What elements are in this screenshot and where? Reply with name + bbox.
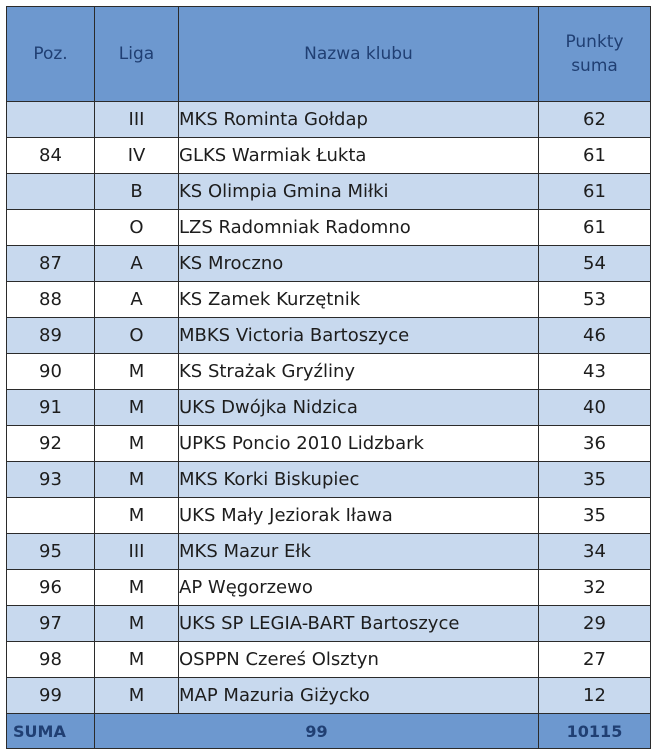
table-row [7, 318, 651, 354]
cell-punkty: 62 [539, 102, 651, 138]
cell-poz: 91 [7, 390, 95, 426]
cell-poz: 89 [7, 318, 95, 354]
header-nazwa-klubu: Nazwa klubu [179, 7, 539, 102]
cell-nazwa-klubu: MKS Mazur Ełk [179, 534, 539, 570]
cell-nazwa-klubu: UPKS Poncio 2010 Lidzbark [179, 426, 539, 462]
cell-liga: M [95, 390, 179, 426]
table-row [7, 246, 651, 282]
header-liga: Liga [95, 7, 179, 102]
table-row [7, 606, 651, 642]
cell-punkty: 27 [539, 642, 651, 678]
cell-nazwa-klubu: KS Zamek Kurzętnik [179, 282, 539, 318]
cell-poz: 95 [7, 534, 95, 570]
cell-punkty: 29 [539, 606, 651, 642]
cell-liga: A [95, 246, 179, 282]
table-row [7, 138, 651, 174]
table-row [7, 210, 651, 246]
cell-liga: B [95, 174, 179, 210]
cell-poz [7, 210, 95, 246]
cell-nazwa-klubu: MAP Mazuria Giżycko [179, 678, 539, 714]
cell-nazwa-klubu: LZS Radomniak Radomno [179, 210, 539, 246]
header-punkty-line2: suma [571, 56, 618, 76]
header-punkty-line1: Punkty [565, 32, 624, 52]
cell-liga: M [95, 606, 179, 642]
cell-punkty: 61 [539, 138, 651, 174]
cell-poz [7, 174, 95, 210]
ranking-sheet [6, 6, 650, 744]
cell-nazwa-klubu: AP Węgorzewo [179, 570, 539, 606]
cell-nazwa-klubu: MBKS Victoria Bartoszyce [179, 318, 539, 354]
cell-punkty: 43 [539, 354, 651, 390]
cell-punkty: 35 [539, 462, 651, 498]
table-row [7, 282, 651, 318]
suma-label: SUMA [7, 714, 95, 749]
suma-count: 99 [95, 714, 539, 749]
cell-punkty: 46 [539, 318, 651, 354]
cell-liga: O [95, 210, 179, 246]
cell-nazwa-klubu: UKS Mały Jeziorak Iława [179, 498, 539, 534]
cell-nazwa-klubu: KS Olimpia Gmina Miłki [179, 174, 539, 210]
table-row [7, 498, 651, 534]
table-row [7, 102, 651, 138]
table-row [7, 678, 651, 714]
cell-liga: M [95, 642, 179, 678]
table-row [7, 570, 651, 606]
header-row [7, 7, 651, 102]
header-punkty-suma [539, 7, 651, 102]
table-row [7, 174, 651, 210]
cell-nazwa-klubu: GLKS Warmiak Łukta [179, 138, 539, 174]
cell-punkty: 36 [539, 426, 651, 462]
cell-punkty: 54 [539, 246, 651, 282]
cell-punkty: 61 [539, 210, 651, 246]
cell-punkty: 32 [539, 570, 651, 606]
cell-liga: III [95, 534, 179, 570]
cell-nazwa-klubu: MKS Korki Biskupiec [179, 462, 539, 498]
suma-row [7, 714, 651, 749]
cell-liga: IV [95, 138, 179, 174]
cell-punkty: 61 [539, 174, 651, 210]
cell-punkty: 12 [539, 678, 651, 714]
cell-liga: M [95, 426, 179, 462]
cell-liga: O [95, 318, 179, 354]
cell-liga: M [95, 498, 179, 534]
table-row [7, 390, 651, 426]
cell-poz: 92 [7, 426, 95, 462]
cell-liga: M [95, 462, 179, 498]
table-body [7, 102, 651, 714]
ranking-table [6, 6, 651, 749]
cell-punkty: 35 [539, 498, 651, 534]
cell-liga: M [95, 678, 179, 714]
cell-punkty: 40 [539, 390, 651, 426]
cell-poz: 99 [7, 678, 95, 714]
cell-liga: M [95, 570, 179, 606]
cell-poz: 87 [7, 246, 95, 282]
cell-poz: 98 [7, 642, 95, 678]
table-row [7, 462, 651, 498]
cell-nazwa-klubu: KS Mroczno [179, 246, 539, 282]
table-header [7, 7, 651, 102]
cell-nazwa-klubu: UKS SP LEGIA-BART Bartoszyce [179, 606, 539, 642]
cell-poz: 97 [7, 606, 95, 642]
cell-nazwa-klubu: UKS Dwójka Nidzica [179, 390, 539, 426]
cell-nazwa-klubu: OSPPN Czereś Olsztyn [179, 642, 539, 678]
table-footer [7, 714, 651, 749]
cell-poz: 96 [7, 570, 95, 606]
cell-nazwa-klubu: MKS Rominta Gołdap [179, 102, 539, 138]
cell-liga: A [95, 282, 179, 318]
cell-poz: 88 [7, 282, 95, 318]
cell-nazwa-klubu: KS Strażak Gryźliny [179, 354, 539, 390]
suma-total: 10115 [539, 714, 651, 749]
cell-poz: 90 [7, 354, 95, 390]
cell-poz [7, 102, 95, 138]
table-row [7, 534, 651, 570]
cell-punkty: 53 [539, 282, 651, 318]
table-row [7, 354, 651, 390]
cell-poz [7, 498, 95, 534]
cell-punkty: 34 [539, 534, 651, 570]
cell-poz: 84 [7, 138, 95, 174]
table-row [7, 642, 651, 678]
cell-poz: 93 [7, 462, 95, 498]
header-poz: Poz. [7, 7, 95, 102]
table-row [7, 426, 651, 462]
cell-liga: III [95, 102, 179, 138]
cell-liga: M [95, 354, 179, 390]
